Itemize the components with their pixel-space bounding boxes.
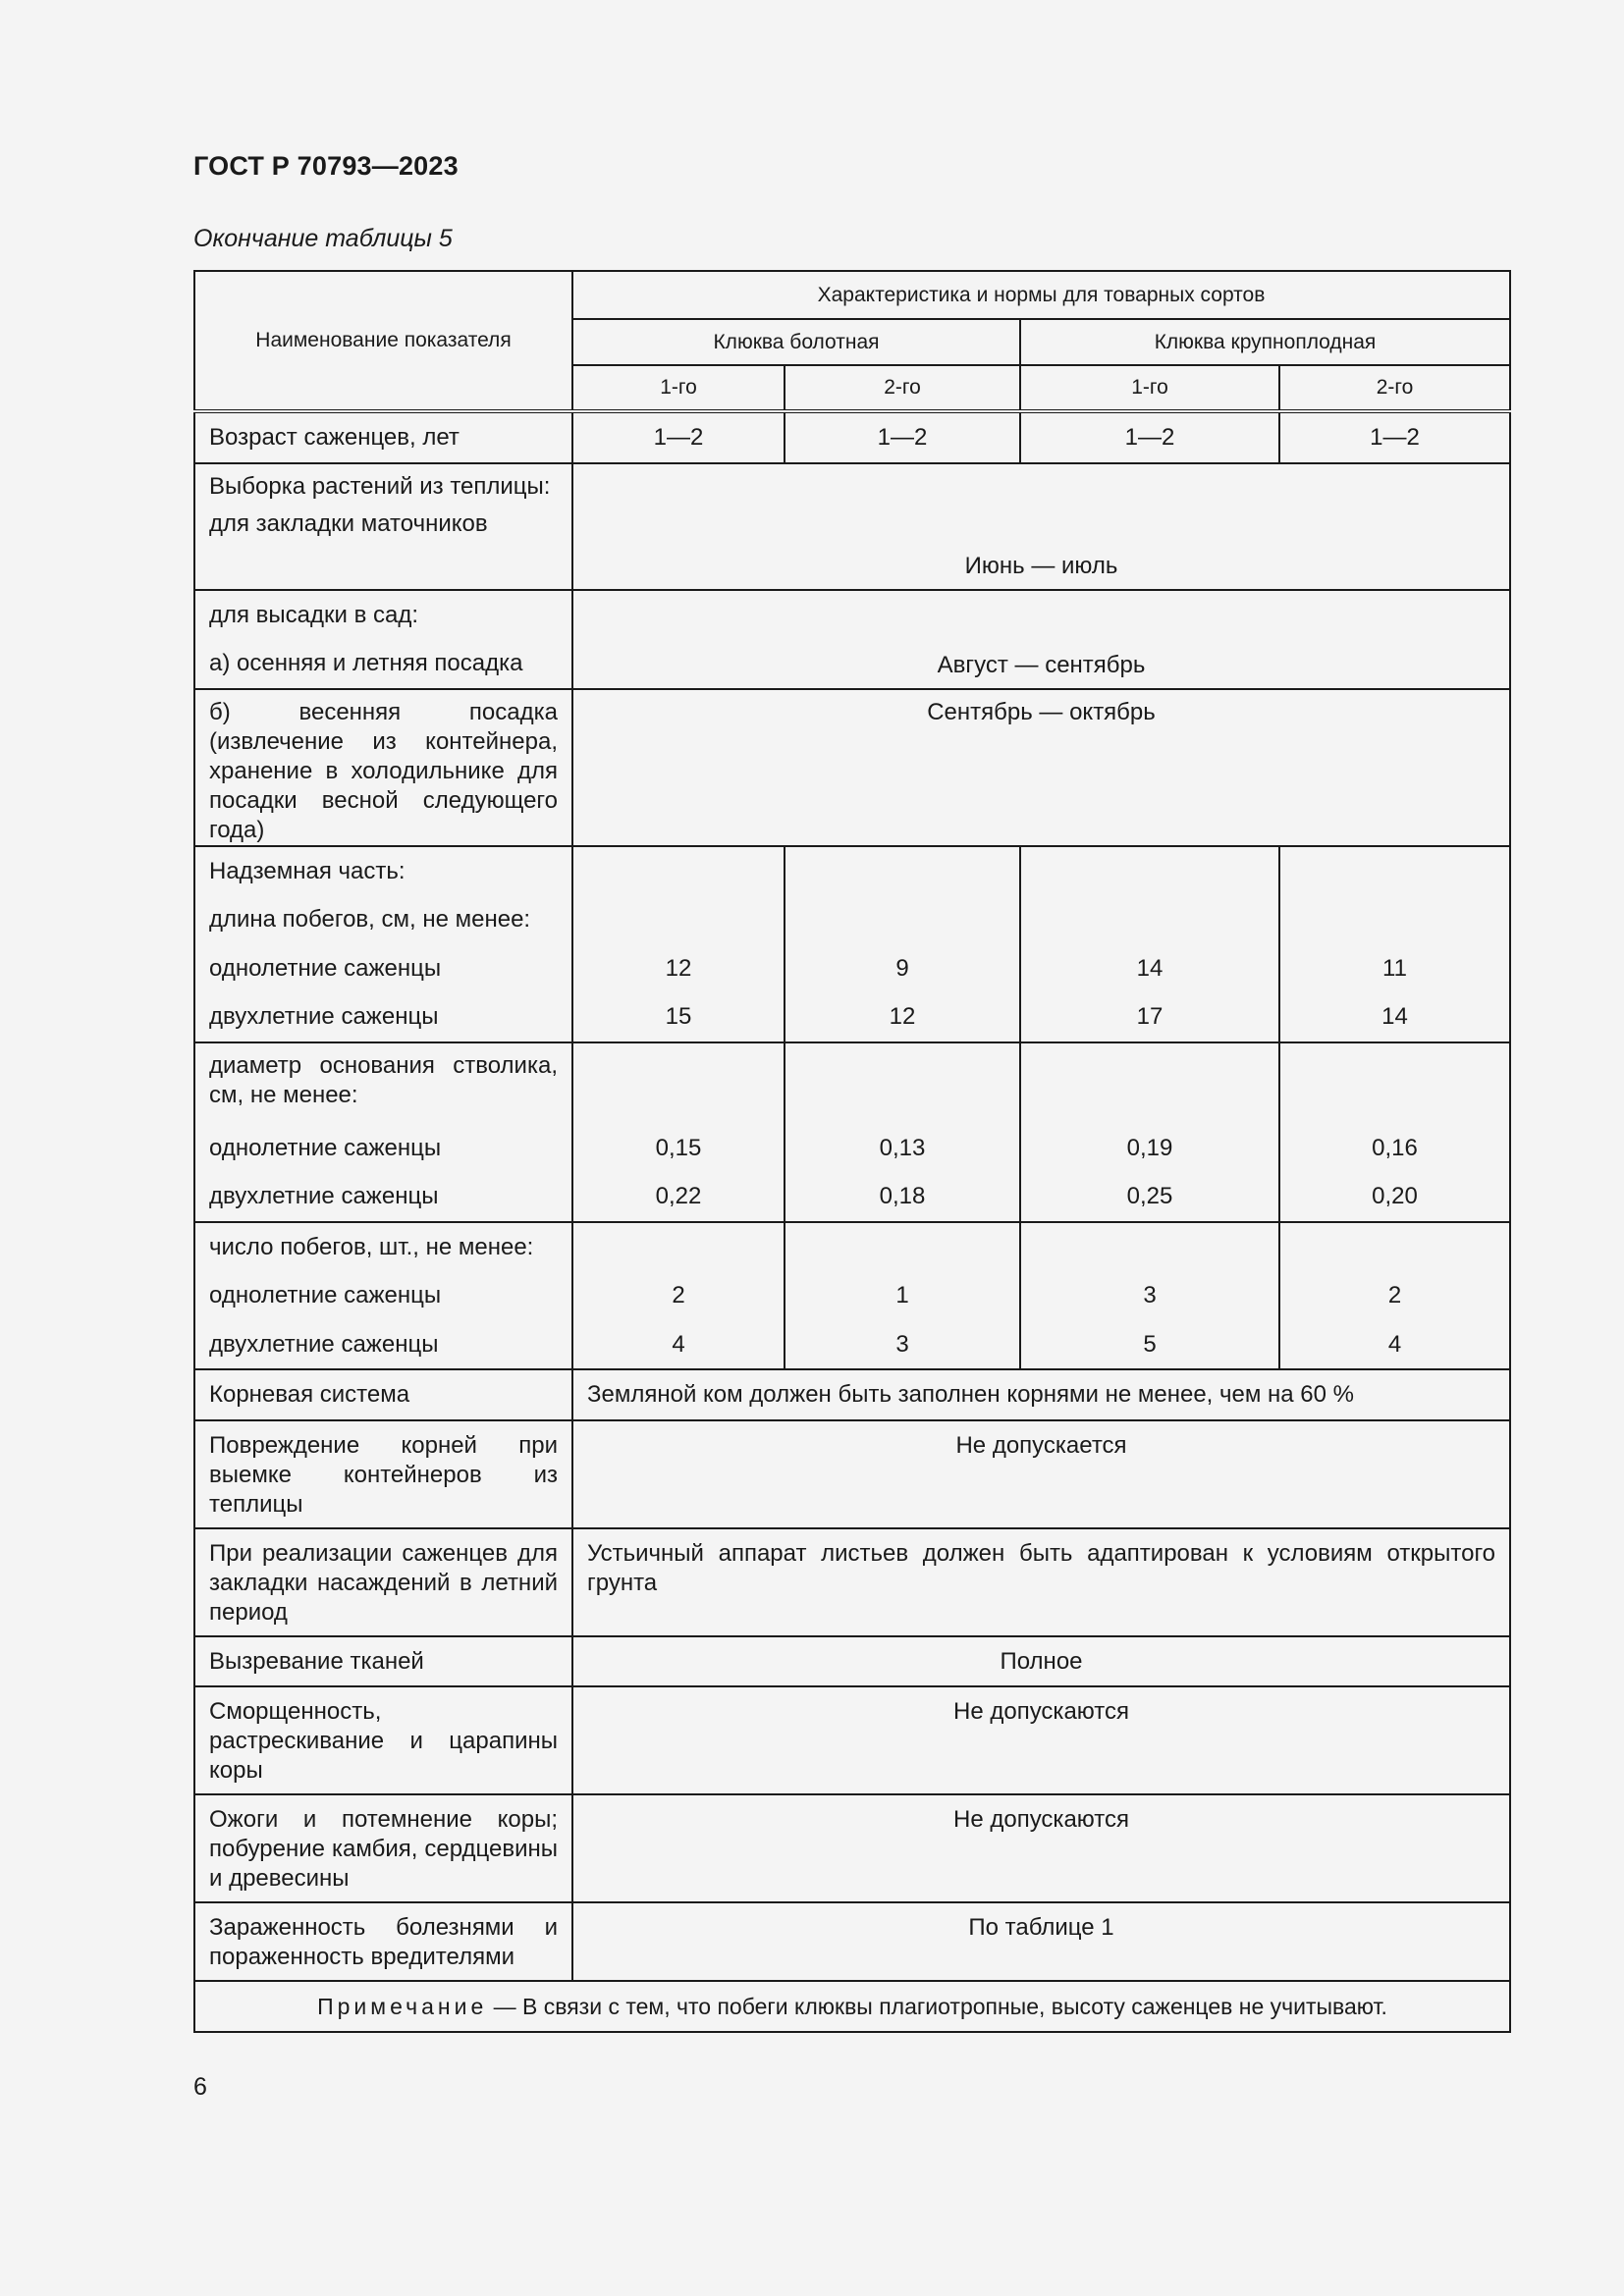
cell-value: 1 bbox=[895, 1282, 909, 1308]
document-header: ГОСТ Р 70793—2023 bbox=[193, 151, 459, 181]
cell-value: 4 bbox=[672, 1330, 685, 1358]
header-grade: 1-го bbox=[1020, 365, 1279, 411]
table-row bbox=[194, 1528, 1510, 1636]
table-row bbox=[194, 463, 1510, 590]
cell-value: 0,15 bbox=[655, 1134, 702, 1161]
cell-value: 14 bbox=[1381, 1003, 1408, 1030]
note-text: — В связи с тем, что побеги клюквы плагиотропные, высоту саженцев не учитывают. bbox=[487, 1994, 1387, 2019]
row-label: Корневая система bbox=[209, 1381, 410, 1408]
row-label: двухлетние саженцы bbox=[209, 1183, 439, 1209]
row-label: Ожоги и потемнение коры; побурение камбия, сердцевины и древесины bbox=[209, 1806, 558, 1892]
header-sort-bog: Клюква болотная bbox=[572, 319, 1020, 365]
row-label: При реализации саженцев для закладки насаждений в летний период bbox=[209, 1539, 558, 1626]
cell-value: 17 bbox=[1136, 1003, 1164, 1030]
cell-value: Устьичный аппарат листьев должен быть адаптирован к условиям открытого грунта bbox=[587, 1539, 1496, 1596]
cell-value: 12 bbox=[665, 954, 692, 982]
table-row bbox=[194, 1369, 1510, 1420]
table-row bbox=[194, 1636, 1510, 1687]
cell-value: Не допускаются bbox=[953, 1806, 1129, 1833]
cell-value: 4 bbox=[1387, 1330, 1402, 1358]
row-label: для закладки маточников bbox=[209, 509, 488, 537]
cell-value: 0,20 bbox=[1372, 1183, 1418, 1209]
cell-value: Не допускаются bbox=[953, 1698, 1129, 1725]
table-row bbox=[194, 1686, 1510, 1794]
row-label: Повреждение корней при выемке контейнеров из теплицы bbox=[209, 1431, 558, 1518]
cell-value: 0,22 bbox=[655, 1183, 702, 1209]
row-label: для высадки в сад: bbox=[209, 601, 419, 628]
row-label: а) осенняя и летняя посадка bbox=[209, 650, 523, 676]
row-label: Зараженность болезнями и пораженность вредителями bbox=[209, 1914, 558, 1970]
row-label: однолетние саженцы bbox=[209, 954, 442, 982]
cell-value: 0,25 bbox=[1126, 1183, 1173, 1209]
row-label: число побегов, шт., не менее: bbox=[209, 1233, 534, 1260]
cell-value: 3 bbox=[895, 1330, 909, 1358]
cell-value: 0,18 bbox=[879, 1183, 926, 1209]
cell-value: 9 bbox=[895, 954, 909, 982]
row-label: двухлетние саженцы bbox=[209, 1330, 439, 1358]
cell-value: 2 bbox=[672, 1282, 685, 1308]
row-label: диаметр основания стволика, см, не менее: bbox=[209, 1051, 558, 1108]
cell-value: 1—2 bbox=[1370, 424, 1420, 451]
table-row bbox=[194, 1042, 1510, 1222]
cell-value: 14 bbox=[1136, 954, 1164, 982]
page-number: 6 bbox=[193, 2073, 207, 2101]
row-label: Сморщенность, растрескивание и царапины коры bbox=[209, 1698, 558, 1784]
header-indicator: Наименование показателя bbox=[194, 271, 572, 411]
table-caption: Окончание таблицы 5 bbox=[193, 225, 453, 252]
cell-value: Полное bbox=[1000, 1647, 1083, 1675]
table-row bbox=[194, 689, 1510, 846]
table-row bbox=[194, 1222, 1510, 1370]
cell-value: 12 bbox=[889, 1003, 916, 1030]
cell-value: 15 bbox=[665, 1003, 692, 1030]
table-row bbox=[194, 590, 1510, 689]
row-label: Вызревание тканей bbox=[209, 1647, 424, 1675]
cell-value: 1—2 bbox=[653, 424, 704, 451]
cell-value: 0,16 bbox=[1372, 1134, 1418, 1161]
table-row bbox=[194, 1902, 1510, 1981]
table-row bbox=[194, 1794, 1510, 1902]
cell-value: Не допускается bbox=[955, 1431, 1127, 1459]
note-prefix: Примечание bbox=[317, 1994, 488, 2019]
row-label: Возраст саженцев, лет bbox=[209, 424, 460, 451]
cell-value: Август — сентябрь bbox=[937, 651, 1146, 678]
cell-value: 0,19 bbox=[1126, 1134, 1173, 1161]
cell-value: 1—2 bbox=[1124, 424, 1175, 451]
row-label: длина побегов, см, не менее: bbox=[209, 906, 531, 933]
cell-value: 0,13 bbox=[879, 1134, 926, 1161]
norms-table bbox=[193, 270, 1511, 2033]
cell-value: 2 bbox=[1387, 1282, 1402, 1308]
header-group: Характеристика и нормы для товарных сортов bbox=[572, 271, 1510, 319]
cell-value: 3 bbox=[1143, 1282, 1157, 1308]
table-row bbox=[194, 846, 1510, 1042]
row-label: двухлетние саженцы bbox=[209, 1003, 439, 1030]
header-grade: 2-го bbox=[1279, 365, 1510, 411]
cell-value: 1—2 bbox=[877, 424, 928, 451]
header-grade: 2-го bbox=[785, 365, 1020, 411]
table-row bbox=[194, 1420, 1510, 1528]
cell-value: Июнь — июль bbox=[964, 552, 1118, 579]
row-label: однолетние саженцы bbox=[209, 1134, 442, 1161]
table-row bbox=[194, 411, 1510, 463]
cell-value: Сентябрь — октябрь bbox=[927, 698, 1156, 725]
cell-value: 11 bbox=[1382, 954, 1407, 982]
row-label: Выборка растений из теплицы: bbox=[209, 472, 551, 500]
row-label: Надземная часть: bbox=[209, 857, 406, 884]
cell-value: По таблице 1 bbox=[968, 1914, 1114, 1941]
header-sort-large: Клюква крупноплодная bbox=[1020, 319, 1510, 365]
row-label: б) весенняя посадка (извлечение из контейнера, хранение в холодильнике для посадки весной следующего года) bbox=[209, 698, 558, 843]
table-note-row bbox=[194, 1981, 1510, 2032]
cell-value: Земляной ком должен быть заполнен корнями не менее, чем на 60 % bbox=[587, 1381, 1354, 1408]
header-grade: 1-го bbox=[572, 365, 785, 411]
row-label: однолетние саженцы bbox=[209, 1282, 442, 1308]
cell-value: 5 bbox=[1143, 1330, 1157, 1358]
